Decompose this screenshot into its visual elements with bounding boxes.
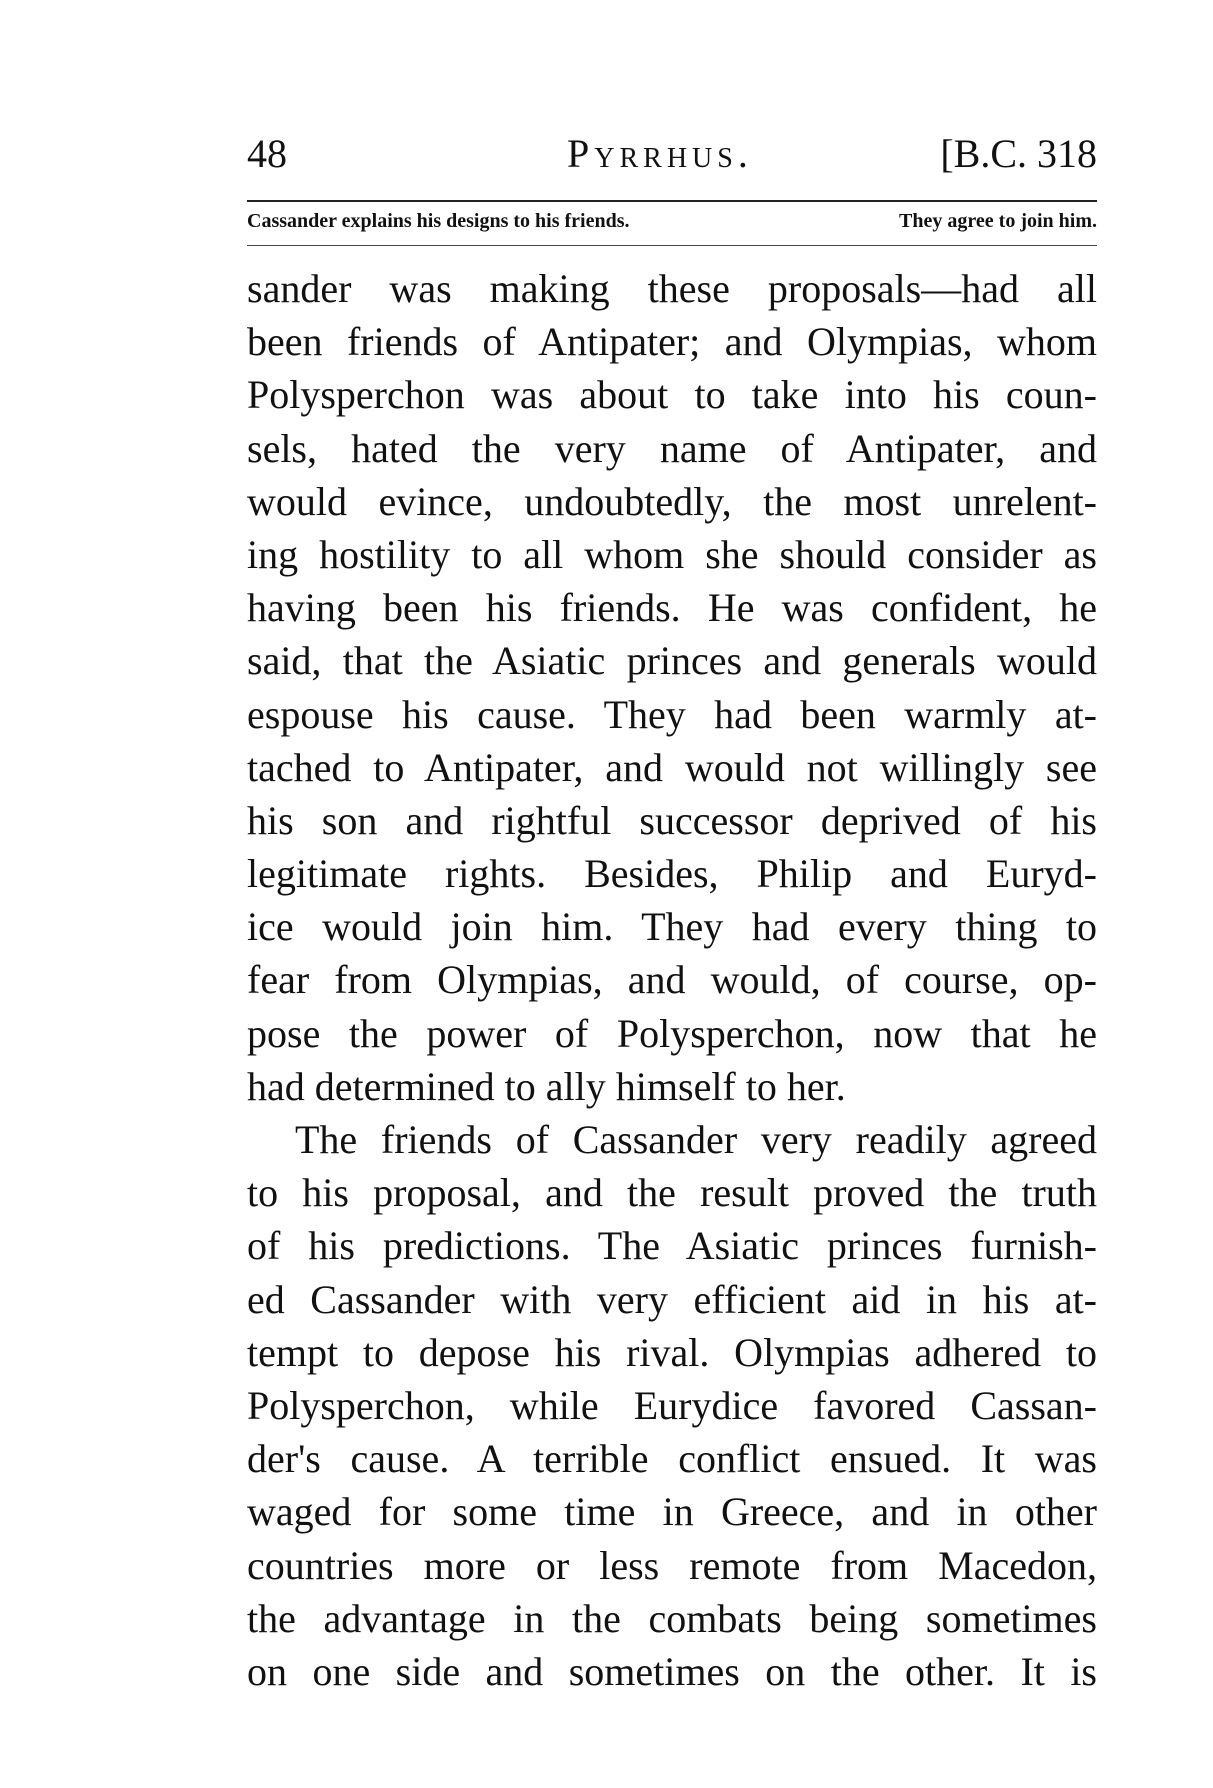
header-rule-bottom xyxy=(247,245,1097,246)
text-line: tempt to depose his rival. Olympias adhered to xyxy=(247,1329,1097,1375)
text-line: countries more or less remote from Macedon, xyxy=(247,1542,1097,1588)
header-rule-top xyxy=(247,200,1097,202)
text-line: pose the power of Polysperchon, now that he xyxy=(247,1010,1097,1056)
text-line: sander was making these proposals—had all xyxy=(247,266,1097,311)
text-line: The friends of Cassander very readily agreed xyxy=(295,1117,1097,1162)
running-date: [B.C. 318 xyxy=(940,131,1097,176)
running-title: Pyrrhus. xyxy=(567,131,753,176)
text-line: to his proposal, and the result proved the truth xyxy=(247,1170,1097,1216)
text-line: espouse his cause. They had been warmly at- xyxy=(247,691,1097,737)
body-text xyxy=(247,262,1097,1698)
text-line: Polysperchon was about to take into his coun- xyxy=(247,372,1097,418)
page-number: 48 xyxy=(247,131,287,176)
text-line: sels, hated the very name of Antipater, and xyxy=(247,425,1097,471)
side-note-right: They agree to join him. xyxy=(899,210,1097,232)
text-line: on one side and sometimes on the other. It is xyxy=(247,1648,1097,1694)
text-line: ed Cassander with very efficient aid in his at- xyxy=(247,1276,1097,1322)
side-note-left: Cassander explains his designs to his friends. xyxy=(247,210,630,232)
text-line: said, that the Asiatic princes and generals would xyxy=(247,638,1097,684)
text-line: waged for some time in Greece, and in other xyxy=(247,1489,1097,1535)
text-line: had determined to ally himself to her. xyxy=(247,1063,846,1109)
text-line: ing hostility to all whom she should consider as xyxy=(247,531,1097,577)
text-line: fear from Olympias, and would, of course, op- xyxy=(247,957,1097,1003)
text-line: legitimate rights. Besides, Philip and Euryd- xyxy=(247,851,1097,897)
text-line: would evince, undoubtedly, the most unrelent- xyxy=(247,478,1097,524)
text-line: Polysperchon, while Eurydice favored Cassan- xyxy=(247,1382,1097,1428)
text-line: having been his friends. He was confident, he xyxy=(247,585,1097,631)
text-line: tached to Antipater, and would not willingly see xyxy=(247,744,1097,790)
text-line: his son and rightful successor deprived of his xyxy=(247,797,1097,843)
text-line: der's cause. A terrible conflict ensued. It was xyxy=(247,1436,1097,1482)
text-line: ice would join him. They had every thing to xyxy=(247,904,1097,950)
side-notes xyxy=(247,210,1097,244)
text-line: of his predictions. The Asiatic princes furnish- xyxy=(247,1223,1097,1269)
text-line: been friends of Antipater; and Olympias, whom xyxy=(247,319,1097,365)
text-line: the advantage in the combats being sometimes xyxy=(247,1595,1097,1641)
running-head xyxy=(247,130,1097,182)
